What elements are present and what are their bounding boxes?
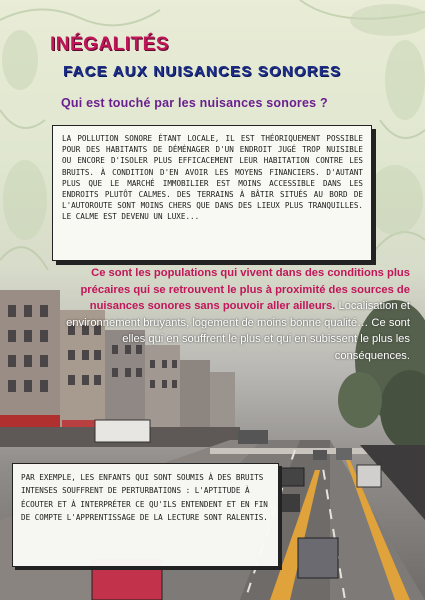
lead-paragraph: [65, 265, 410, 365]
text-box-children-body: PAR EXEMPLE, LES ENFANTS QUI SONT SOUMIS À DES BRUITS INTENSES SOUFFRENT DE PERTURBATIONS : L'APTITUDE À ÉCOUTER ET À INTERPRÉTER CE QU'ILS ENTENDENT ET EN FIN DE COMPTE L'APPRENTISSAGE DE LA LECTURE SONT RALENTIS.: [21, 473, 268, 523]
text-box-pollution-body: LA POLLUTION SONORE ÉTANT LOCALE, IL EST THÉORIQUEMENT POSSIBLE POUR DES HABITANTS DE DÉMÉNAGER D'UN ENDROIT JUGÉ TROP NUISIBLE OU ENCORE D'ISOLER PLUS EFFICACEMENT LEUR HABITATION CONTRE LES BRUITS. À CONDITION D'EN AVOIR LES MOYENS FINANCIERS. D'AUTANT PLUS QUE LE MARCHÉ IMMOBILIER EST MOINS ACCESSIBLE DANS LES ENDROITS PLUTÔT CALMES. DES TERRAINS À BÂTIR SITUÉS AU BORD DE L'AUTOROUTE SONT MOINS CHERS QUE DANS DES LIEUX PLUS TRANQUILLES. LE CALME EST DEVENU UN LUXE...: [62, 134, 363, 222]
section-question: Qui est touché par les nuisances sonores ?: [61, 96, 328, 110]
text-box-pollution: [52, 125, 372, 261]
lead-body: Localisation et environnement bruyants, logement de moins bonne qualité… Ce sont elles qui en souffrent le plus et qui en subissent le plus les conséquences.: [66, 300, 410, 362]
page-subtitle: FACE AUX NUISANCES SONORES: [63, 63, 342, 80]
text-box-children: [12, 463, 279, 567]
lead-emphasis: Ce sont les populations qui vivent dans des conditions plus précaires qui se retrouvent le plus à proximité des sources de nuisances sonores sans pouvoir aller ailleurs.: [80, 267, 410, 313]
page-title: INÉGALITÉS: [50, 34, 170, 55]
